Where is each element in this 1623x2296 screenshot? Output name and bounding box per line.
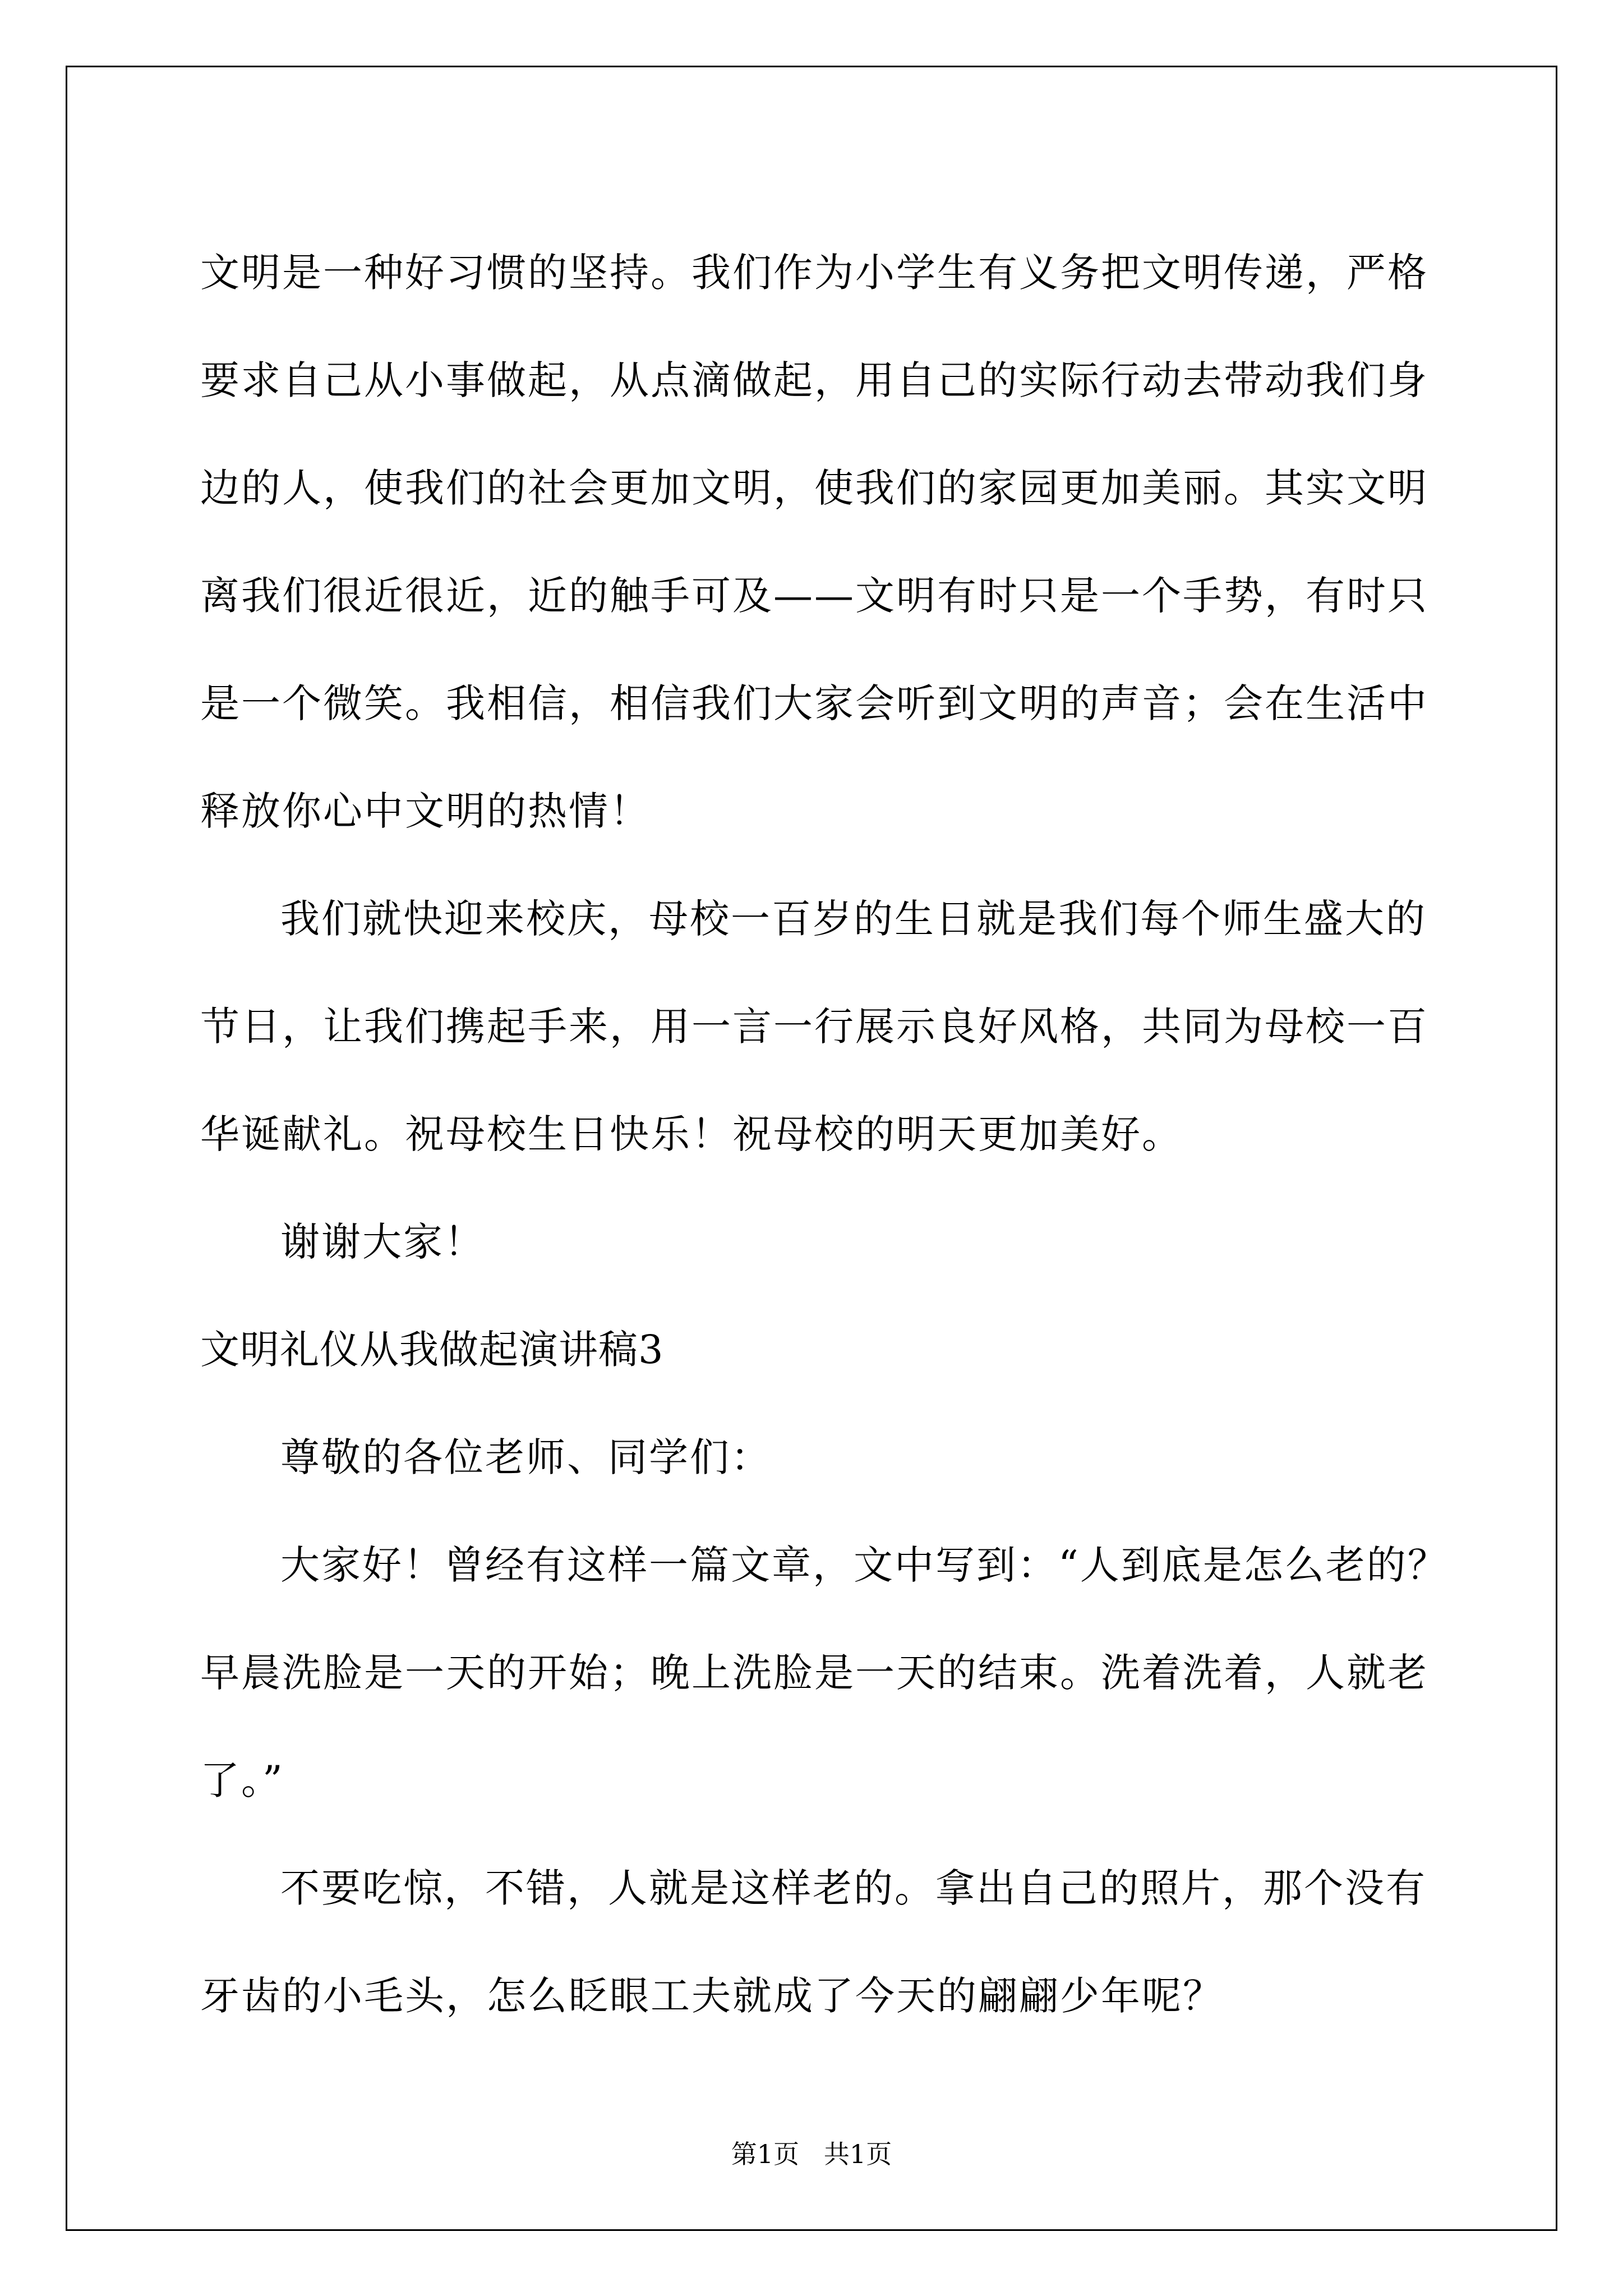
page-number-footer: 第1页 共1页 [731, 2139, 892, 2169]
paragraph-line: 是一个微笑。我相信，相信我们大家会听到文明的声音；会在生活中 [200, 680, 1428, 726]
document-body [200, 219, 1449, 2050]
paragraph-line: 离我们很近很近，近的触手可及——文明有时只是一个手势，有时只 [200, 573, 1428, 619]
paragraph-line: 牙齿的小毛头，怎么眨眼工夫就成了今天的翩翩少年呢？ [200, 1973, 1224, 2019]
paragraph-line: 要求自己从小事做起，从点滴做起，用自己的实际行动去带动我们身 [200, 357, 1428, 403]
paragraph-line: 了。” [200, 1757, 284, 1803]
paragraph-line: 华诞献礼。祝母校生日快乐！祝母校的明天更加美好。 [200, 1111, 1183, 1157]
paragraph-line: 不要吃惊，不错，人就是这样老的。拿出自己的照片，那个没有 [280, 1865, 1427, 1911]
closing-line: 谢谢大家！ [280, 1219, 485, 1265]
section-title: 文明礼仪从我做起演讲稿3 [200, 1327, 664, 1373]
paragraph-line: 边的人，使我们的社会更加文明，使我们的家园更加美丽。其实文明 [200, 465, 1428, 511]
paragraph-line: 大家好！曾经有这样一篇文章，文中写到：“人到底是怎么老的？ [280, 1542, 1449, 1588]
paragraph-line: 我们就快迎来校庆，母校一百岁的生日就是我们每个师生盛大的 [280, 896, 1427, 942]
paragraph-line: 文明是一种好习惯的坚持。我们作为小学生有义务把文明传递，严格 [200, 250, 1428, 296]
paragraph-line: 节日，让我们携起手来，用一言一行展示良好风格，共同为母校一百 [200, 1004, 1428, 1050]
salutation-line: 尊敬的各位老师、同学们： [280, 1434, 772, 1480]
paragraph-line: 早晨洗脸是一天的开始；晚上洗脸是一天的结束。洗着洗着，人就老 [200, 1650, 1428, 1696]
paragraph-line: 释放你心中文明的热情！ [200, 788, 651, 834]
